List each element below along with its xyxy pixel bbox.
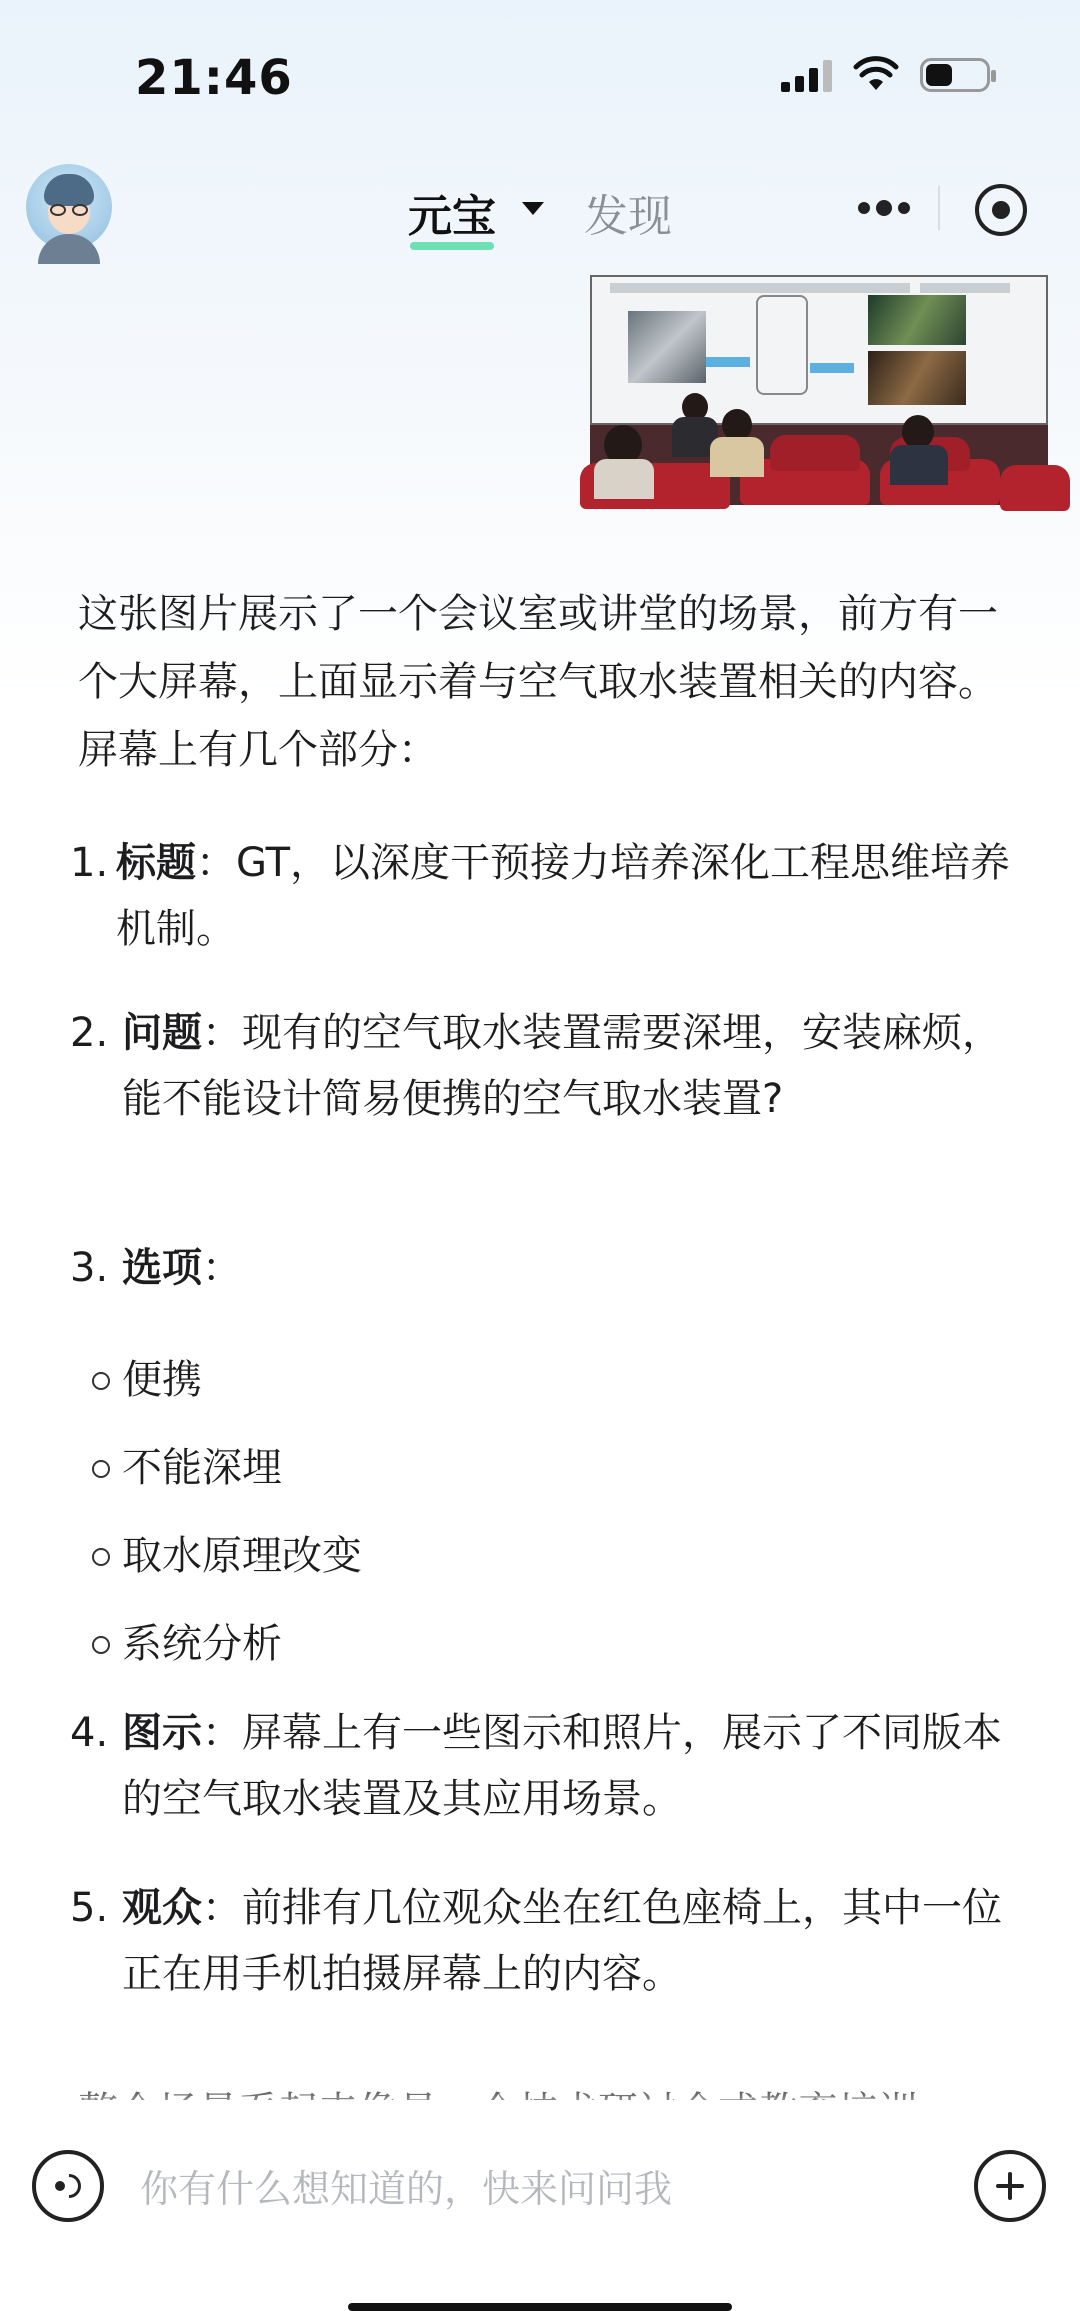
top-nav xyxy=(0,150,1080,270)
status-time: 21:46 xyxy=(135,50,293,106)
record-icon[interactable] xyxy=(975,184,1027,236)
item-text: ： xyxy=(202,1245,242,1291)
tab-discover[interactable]: 发现 xyxy=(584,191,672,242)
item-text: ：现有的空气取水装置需要深埋，安装麻烦，能不能设计简易便携的空气取水装置? xyxy=(122,1010,1002,1122)
item-label: 问题 xyxy=(122,1010,202,1056)
wifi-icon xyxy=(854,58,898,92)
item-label: 选项 xyxy=(122,1245,202,1291)
option-item: 便携 xyxy=(122,1350,202,1410)
item-label: 标题 xyxy=(116,840,196,886)
tab-yuanbao[interactable]: 元宝 xyxy=(408,191,496,242)
item-label: 观众 xyxy=(122,1885,202,1931)
chevron-down-icon[interactable] xyxy=(522,202,544,215)
voice-icon[interactable] xyxy=(32,2150,104,2222)
option-item: 取水原理改变 xyxy=(122,1526,362,1586)
plus-icon[interactable] xyxy=(974,2150,1046,2222)
header-divider xyxy=(938,186,940,230)
list-number: 5. xyxy=(70,1885,109,1931)
list-number: 2. xyxy=(70,1010,109,1056)
input-bar xyxy=(0,2100,1080,2311)
avatar[interactable] xyxy=(26,164,112,250)
more-icon[interactable] xyxy=(852,184,916,232)
item-text: ：屏幕上有一些图示和照片，展示了不同版本的空气取水装置及其应用场景。 xyxy=(122,1710,1002,1822)
active-tab-indicator xyxy=(410,242,494,250)
status-icons xyxy=(781,58,990,92)
status-bar xyxy=(0,0,1080,150)
option-item: 不能深埋 xyxy=(122,1438,282,1498)
item-text: ：GT，以深度干预接力培养深化工程思维培养机制。 xyxy=(116,840,1011,952)
item-label: 图示 xyxy=(122,1710,202,1756)
list-number: 4. xyxy=(70,1710,109,1756)
chat-input[interactable] xyxy=(140,2154,940,2224)
list-number: 3. xyxy=(70,1245,109,1291)
assistant-answer xyxy=(0,580,1080,2090)
user-uploaded-photo[interactable] xyxy=(590,275,1048,505)
battery-icon xyxy=(920,58,990,92)
item-text: ：前排有几位观众坐在红色座椅上，其中一位正在用手机拍摄屏幕上的内容。 xyxy=(122,1885,1002,1997)
answer-intro: 这张图片展示了一个会议室或讲堂的场景，前方有一个大屏幕，上面显示着与空气取水装置相关的内容。屏幕上有几个部分： xyxy=(78,591,998,773)
signal-icon xyxy=(781,58,832,92)
list-number: 1. xyxy=(70,840,109,886)
home-indicator[interactable] xyxy=(348,2303,732,2311)
option-item: 系统分析 xyxy=(122,1614,282,1674)
